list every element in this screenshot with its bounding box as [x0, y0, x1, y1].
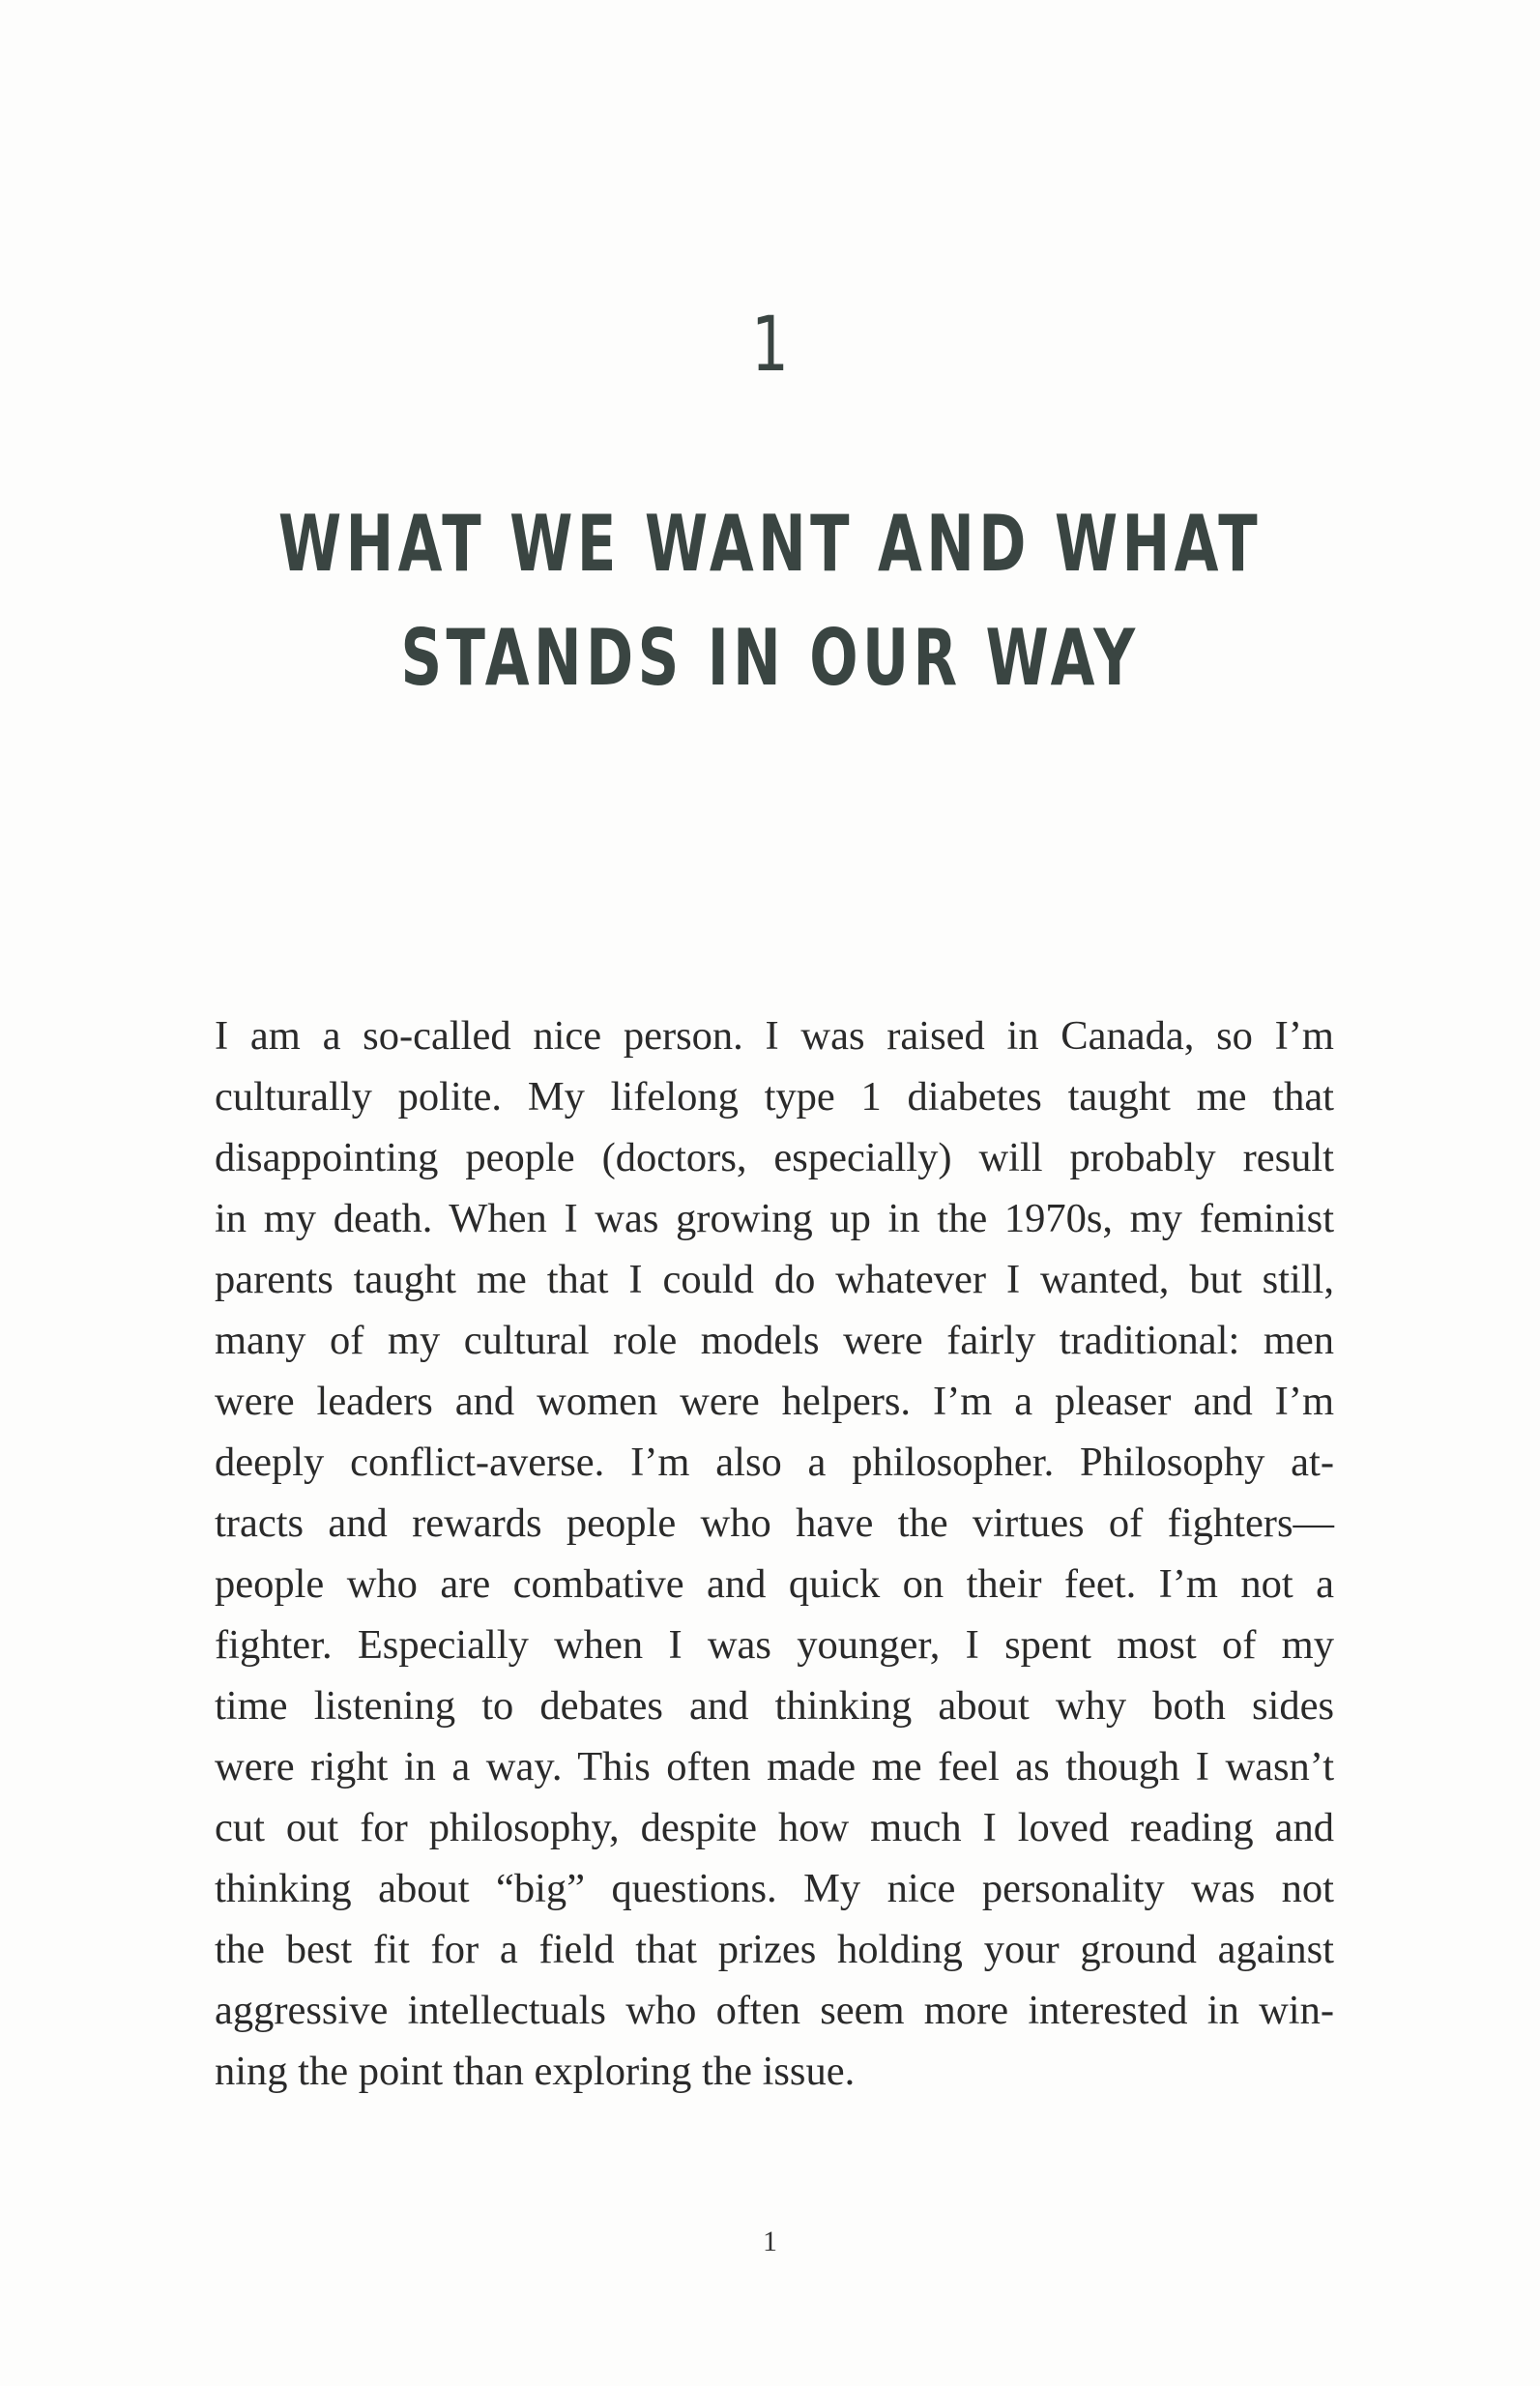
paragraph-line: time listening to debates and thinking about why both sides — [215, 1683, 1334, 1729]
paragraph-line: cut out for philosophy, despite how much I loved reading and — [215, 1805, 1334, 1850]
page-number: 1 — [763, 2226, 777, 2257]
paragraph-line: fighter. Especially when I was younger, I spent most of my — [215, 1622, 1334, 1668]
paragraph-line: I am a so-called nice person. I was raised in Canada, so I’m — [215, 1013, 1334, 1059]
paragraph-line: parents taught me that I could do whatever I wanted, but still, — [215, 1257, 1334, 1302]
chapter-title-line: WHAT WE WANT AND WHAT — [277, 499, 1263, 589]
paragraph-line: thinking about “big” questions. My nice personality was not — [215, 1866, 1334, 1911]
paragraph-line: tracts and rewards people who have the virtues of fighters— — [215, 1500, 1334, 1546]
paragraph-line: many of my cultural role models were fairly traditional: men — [215, 1318, 1334, 1363]
paragraph-line: deeply conflict-averse. I’m also a philosopher. Philosophy at- — [215, 1440, 1334, 1485]
paragraph-line: culturally polite. My lifelong type 1 diabetes taught me that — [215, 1074, 1334, 1120]
paragraph-line: people who are combative and quick on their feet. I’m not a — [215, 1561, 1334, 1607]
chapter-number: 1 — [751, 302, 789, 389]
body-paragraph — [215, 1005, 1334, 2102]
paragraph-line: in my death. When I was growing up in the 1970s, my feminist — [215, 1196, 1334, 1241]
paragraph-line: were right in a way. This often made me feel as though I wasn’t — [215, 1744, 1334, 1790]
chapter-title-line: STANDS IN OUR WAY — [400, 613, 1140, 703]
paragraph-line: ning the point than exploring the issue. — [215, 2049, 856, 2094]
chapter-title — [0, 487, 1540, 715]
paragraph-line: aggressive intellectuals who often seem more interested in win- — [215, 1988, 1334, 2033]
paragraph-line: disappointing people (doctors, especially) will probably result — [215, 1135, 1334, 1180]
paragraph-line: the best fit for a field that prizes holding your ground against — [215, 1927, 1334, 1972]
paragraph-line: were leaders and women were helpers. I’m a pleaser and I’m — [215, 1379, 1334, 1424]
